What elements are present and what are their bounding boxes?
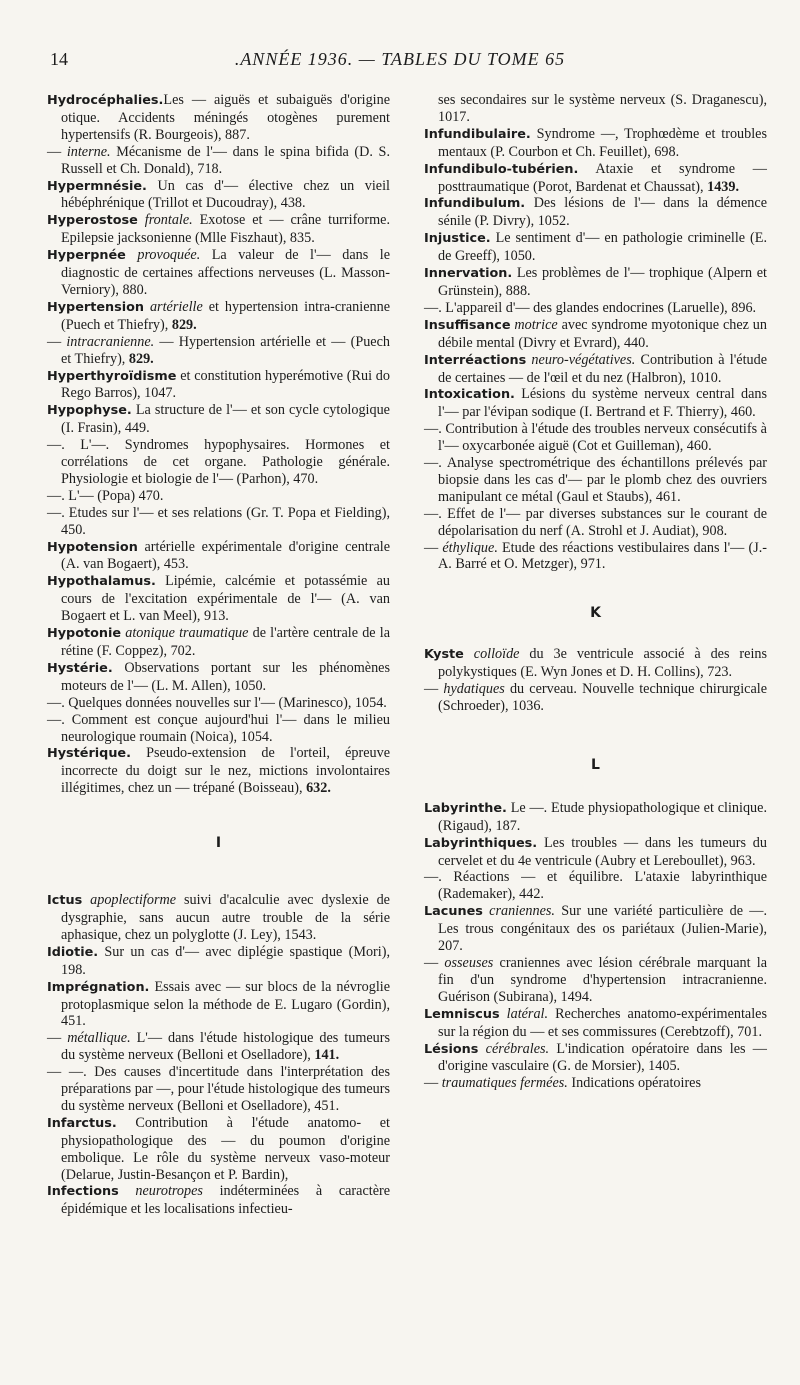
entry-text: Lemniscus: [424, 1006, 500, 1022]
entry-text: 829.: [128, 350, 154, 367]
index-entry: [47, 178, 390, 213]
entry-text: Les — aiguës et subaiguës d'origine otique. Accidents méningés otogènes purement hypertensifs (R. Bourgeois), 887.: [61, 92, 390, 143]
entry-text: Les problèmes de l'— trophique (Alpern et Grünstein), 888.: [438, 265, 767, 299]
index-entry: [47, 402, 390, 437]
index-entry: [424, 1006, 767, 1041]
entry-text: —: [424, 681, 444, 698]
entry-text: Observations portant sur les phénomènes moteurs de l'— (L. M. Allen), 1050.: [61, 659, 390, 694]
entry-text: Hystérique.: [47, 746, 131, 762]
entry-text: —. Réactions — et équilibre. L'ataxie labyrinthique (Rademaker), 442.: [424, 869, 767, 903]
entry-text: provoquée.: [125, 247, 201, 264]
page-header: [50, 49, 750, 75]
index-entry: [47, 660, 390, 695]
entry-text: craniennes avec lésion cérébrale marquant la fin d'un syndrome d'hypertension intracranienne. Guérison (Subirana), 1494.: [438, 954, 767, 1005]
section-letter-l: L: [591, 756, 600, 773]
index-entry: [47, 712, 390, 746]
index-entry: [424, 300, 767, 317]
entry-text: intracranienne.: [66, 333, 155, 350]
entry-text: ses secondaires sur le système nerveux (S. Draganescu), 1017.: [438, 92, 767, 125]
entry-text: indéterminées à caractère épidémique et les localisations infectieu-: [61, 1183, 391, 1218]
entry-text: Labyrinthe.: [424, 800, 507, 816]
index-entry: [47, 299, 390, 334]
entry-text: —. Contribution à l'étude des troubles nerveux consécutifs à l'— oxycarbonée aiguë (Cot et Guilleman), 460.: [424, 421, 767, 455]
index-entry: [47, 505, 390, 539]
entry-text: Hyperostose: [47, 213, 138, 229]
entry-text: du 3e ventricule associé à des reins polykystiques (E. Wyn Jones et D. H. Collins), 723.: [438, 646, 767, 681]
index-entry: [424, 681, 767, 715]
index-entry: [424, 317, 767, 352]
entry-text: 632.: [306, 780, 331, 797]
section-letter-i: I: [215, 835, 222, 852]
entry-text: du cerveau. Nouvelle technique chirurgicale (Schroeder), 1036.: [438, 681, 768, 714]
index-entry: [47, 144, 390, 178]
page-number: 14: [50, 49, 68, 69]
index-entry: [424, 352, 767, 387]
entry-text: Hypothalamus.: [47, 574, 156, 590]
index-entry: [424, 1075, 767, 1092]
entry-text: frontale.: [137, 212, 193, 229]
index-entry: [424, 126, 767, 161]
index-entry: [424, 161, 767, 196]
index-entry: [47, 212, 390, 247]
index-entry: [47, 334, 390, 368]
entry-text: latéral.: [499, 1005, 549, 1022]
entry-text: —. Etudes sur l'— et ses relations (Gr. T. Popa et Fielding), 450.: [47, 504, 390, 538]
entry-text: Les troubles — dans les tumeurs du cervelet et du 4e ventricule (Aubry et Lereboullet), 963.: [438, 834, 767, 869]
entry-text: et constitution hyperémotive (Rui do Rego Barros), 1047.: [61, 367, 390, 402]
entry-text: craniennes.: [482, 903, 555, 920]
entry-text: cérébrales.: [478, 1040, 550, 1057]
entry-text: Infundibulum.: [424, 196, 526, 212]
entry-text: Kyste: [424, 647, 464, 663]
index-entry: [47, 488, 390, 505]
index-entry: [424, 195, 767, 230]
entry-text: artérielle expérimentale d'origine centrale (A. van Bogaert), 453.: [61, 538, 390, 573]
index-entry: [424, 869, 767, 903]
entry-text: Interréactions: [424, 352, 527, 368]
entry-text: Hyperthyroïdisme: [47, 368, 177, 384]
left-column: [47, 92, 390, 1218]
index-entry: [47, 1183, 390, 1218]
entry-text: Innervation.: [424, 266, 513, 282]
entry-text: Contribution à l'étude anatomo- et physiopathologique des — du poumon d'origine embolique. Le rôle du système nerveux vaso-moteur (Delarue, Justin-Besançon et P. Bardin),: [61, 1114, 390, 1183]
entry-text: Hystérie.: [47, 660, 113, 676]
entry-text: Lipémie, calcémie et potassémie au cours de l'excitation expérimentale de l'— (A. van Bogaert et L. van Meel), 913.: [61, 573, 390, 625]
entry-text: Lésions du système nerveux central dans l'— par l'évipan sodique (I. Bertrand et F. Thierry), 460.: [438, 386, 767, 421]
entry-text: Un cas d'— élective chez un vieil hébéphrénique (Trillot et Ducoudray), 438.: [61, 177, 390, 212]
index-entry: [47, 368, 390, 403]
entry-text: Labyrinthiques.: [424, 835, 538, 851]
entry-text: motrice: [510, 316, 558, 333]
entry-text: Des lésions de l'— dans la démence sénile (P. Divry), 1052.: [438, 195, 767, 230]
entry-text: — —. Des causes d'incertitude dans l'interprétation des préparations par —, pour l'étude histologique des tumeurs du système nerveux (Belloni et Oselladore), 451.: [47, 1064, 390, 1114]
entry-text: et hypertension intra-cranienne (Puech et Thiefry),: [61, 298, 390, 333]
entry-text: osseuses: [444, 954, 494, 971]
index-entry: [424, 265, 767, 300]
entry-text: Imprégnation.: [47, 979, 150, 995]
entry-text: Lacunes: [424, 904, 483, 920]
entry-text: — Hypertension artérielle et — (Puech et Thiefry),: [61, 333, 390, 367]
entry-text: —: [424, 1075, 442, 1092]
entry-text: La valeur de l'— dans le diagnostic de certaines affections nerveuses (L. Masson-Verniory), 880.: [61, 247, 390, 298]
entry-text: atonique traumatique: [121, 625, 249, 642]
entry-text: 1439.: [707, 178, 740, 195]
index-entry: [424, 800, 767, 835]
index-entry: [424, 92, 767, 126]
entry-text: Syndrome —, Trophœdème et troubles mentaux (P. Courbon et Ch. Feuillet), 698.: [438, 125, 767, 160]
entry-text: —. Effet de l'— par diverses substances sur le courant de dépolarisation du nerf (A. Strohl et J. Audiat), 908.: [424, 505, 767, 539]
entry-text: 829.: [171, 316, 197, 333]
index-entry: [47, 92, 390, 144]
index-entry: [47, 1030, 390, 1064]
entry-text: —: [424, 539, 443, 556]
index-entry: [47, 247, 390, 299]
index-entry: [424, 955, 767, 1006]
entry-text: —: [47, 143, 67, 160]
entry-text: Mécanisme de l'— dans le spina bifida (D. S. Russell et Ch. Donald), 718.: [61, 143, 390, 177]
entry-text: —. Analyse spectrométrique des échantillons prélevés par biopsie dans les cas d'— par le plomb chez des ouvriers manipulant ce métal (Gaul et Staubs), 461.: [424, 455, 767, 505]
entry-text: hydatiques: [443, 681, 505, 698]
section-letter-k: K: [590, 605, 601, 622]
entry-text: Exotose et — crâne turriforme. Epilepsie jacksonienne (Mlle Fiszhaut), 835.: [61, 212, 390, 247]
entry-text: —. L'— (Popa) 470.: [47, 487, 164, 504]
entry-text: Hypertension: [47, 299, 145, 315]
entry-text: Lésions: [424, 1041, 479, 1057]
entry-text: suivi d'acalculie avec dyslexie de dysgraphie, sans aucun autre trouble de la série aphasique, chez un polyglotte (J. Ley), 1543.: [61, 892, 390, 943]
entry-text: Recherches anatomo-expérimentales sur la région du — et ses commissures (Cerebtzoff), 701.: [438, 1005, 767, 1040]
index-entry: [47, 944, 390, 979]
entry-text: Sur un cas d'— avec diplégie spastique (Mori), 198.: [61, 943, 390, 978]
index-entry: [424, 455, 767, 506]
entry-text: —. Comment est conçue aujourd'hui l'— dans le milieu neurologique roumain (Noica), 1054.: [47, 711, 390, 745]
index-entry: [47, 437, 390, 488]
index-entry: [47, 745, 390, 797]
entry-text: artérielle: [144, 298, 203, 315]
index-entry: [424, 1041, 767, 1076]
entry-text: Insuffisance: [424, 317, 511, 333]
entry-text: Infundibulaire.: [424, 126, 531, 142]
index-entry: [47, 1064, 390, 1115]
entry-text: éthylique.: [442, 539, 498, 556]
entry-text: Intoxication.: [424, 387, 515, 403]
entry-text: Sur une variété particulière de —. Les trous congénitaux des os pariétaux (Julien-Marie), 207.: [438, 903, 767, 955]
index-entry: [424, 646, 767, 681]
entry-text: —. L'—. Syndromes hypophysaires. Hormones et corrélations de cet organe. Pathologie générale. Physiologie et biologie de l'— (Parhon), 470.: [47, 437, 390, 487]
entry-text: neuro-végétatives.: [526, 351, 636, 368]
entry-text: apoplectiforme: [82, 892, 177, 909]
index-entry: [424, 386, 767, 421]
entry-text: —: [47, 333, 67, 350]
entry-text: Hyperpnée: [47, 248, 126, 264]
entry-text: Le —. Etude physiopathologique et clinique. (Rigaud), 187.: [438, 799, 767, 834]
entry-text: Le sentiment d'— en pathologie criminelle (E. de Greeff), 1050.: [438, 230, 767, 265]
entry-text: de l'artère centrale de la rétine (F. Coppez), 702.: [61, 625, 390, 659]
entry-text: Pseudo-extension de l'orteil, épreuve incorrecte du doigt sur le nez, mictions involontaires illégitimes, chez un — trépané (Boisseau),: [61, 745, 390, 797]
entry-text: Hydrocéphalies.: [47, 93, 164, 108]
entry-text: L'indication opératoire dans les — d'origine vasculaire (G. de Morsier), 1405.: [438, 1040, 767, 1075]
entry-text: 141.: [314, 1047, 340, 1064]
entry-text: traumatiques fermées.: [441, 1075, 568, 1092]
entry-text: —: [47, 1030, 68, 1047]
entry-text: Infarctus.: [47, 1115, 117, 1131]
entry-text: Hypotonie: [47, 626, 122, 642]
entry-text: avec syndrome myotonique chez un débile mental (Divry et Evrard), 440.: [438, 316, 767, 351]
index-entry: [47, 979, 390, 1031]
index-entry: [424, 903, 767, 955]
index-entry: [47, 892, 390, 944]
entry-text: Injustice.: [424, 231, 491, 247]
running-title: .ANNÉE 1936. — TABLES DU TOME 65: [234, 49, 566, 69]
entry-text: Hypotension: [47, 539, 138, 555]
entry-text: Idiotie.: [47, 944, 99, 960]
index-entry: [424, 230, 767, 265]
index-entry: [424, 540, 767, 574]
entry-text: Etude des réactions vestibulaires dans l'— (J.-A. Barré et O. Metzger), 971.: [438, 539, 767, 573]
entry-text: La structure de l'— et son cycle cytologique (I. Frasin), 449.: [61, 402, 390, 437]
entry-text: Ataxie et syndrome — posttraumatique (Porot, Bardenat et Chaussat),: [438, 160, 767, 195]
entry-text: colloïde: [463, 646, 520, 663]
index-entry: [424, 421, 767, 455]
entry-text: métallique.: [67, 1030, 131, 1047]
index-entry: [424, 835, 767, 870]
entry-text: L'— dans l'étude histologique des tumeurs du système nerveux (Belloni et Oselladore),: [61, 1030, 391, 1064]
entry-text: Hypermnésie.: [47, 178, 147, 194]
entry-text: Indications opératoires: [567, 1075, 702, 1092]
right-column: [424, 92, 767, 1092]
entry-text: Essais avec — sur blocs de la névroglie protoplasmique selon la méthode de E. Lugaro (Gordin), 451.: [61, 978, 390, 1030]
entry-text: Contribution à l'étude de certaines — de l'œil et du nez (Halbron), 1010.: [438, 351, 767, 386]
index-entry: [47, 625, 390, 660]
entry-text: interne.: [66, 143, 111, 160]
entry-text: neurotropes: [118, 1183, 203, 1200]
entry-text: —. L'appareil d'— des glandes endocrines (Laruelle), 896.: [424, 299, 757, 316]
entry-text: Infections: [47, 1184, 119, 1200]
index-entry: [47, 1115, 390, 1184]
entry-text: Ictus: [47, 893, 83, 909]
entry-text: —: [424, 954, 445, 971]
entry-text: Hypophyse.: [47, 403, 132, 419]
entry-text: Infundibulo-tubérien.: [424, 161, 579, 177]
index-entry: [47, 573, 390, 625]
index-entry: [424, 506, 767, 540]
index-entry: [47, 539, 390, 574]
index-entry: [47, 695, 390, 712]
entry-text: —. Quelques données nouvelles sur l'— (Marinesco), 1054.: [47, 694, 387, 711]
